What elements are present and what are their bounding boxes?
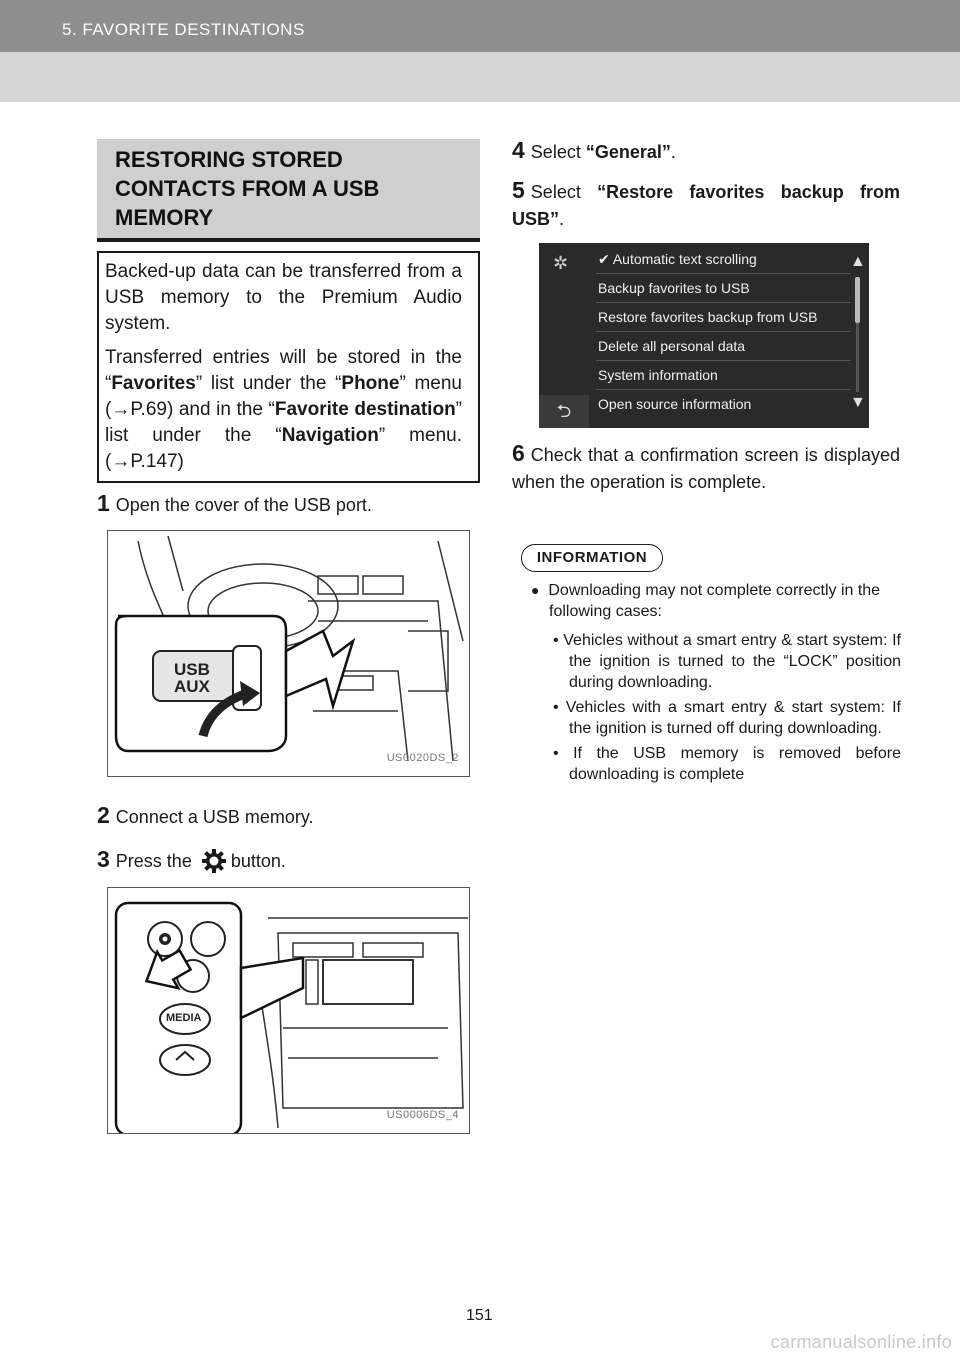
information-sub-item: • Vehicles without a smart entry & start system: If the ignition is turned to the “LOCK” position during downloading.	[553, 632, 901, 691]
menu-item-system-information[interactable]: System information	[596, 361, 851, 390]
information-sub-item: • Vehicles with a smart entry & start system: If the ignition is turned off during downloading.	[553, 699, 901, 737]
step-2	[97, 802, 314, 831]
step-number: 5	[512, 177, 525, 203]
menu-item-backup-favorites[interactable]: Backup favorites to USB	[596, 274, 851, 303]
menu-item-restore-favorites[interactable]: Restore favorites backup from USB	[596, 303, 851, 332]
section-title-box	[97, 139, 480, 242]
section-title-line-2: CONTACTS FROM A USB	[115, 176, 380, 201]
step-5	[512, 177, 900, 233]
intro-text: ” list under the “	[105, 399, 462, 446]
section-title-line-3: MEMORY	[115, 205, 214, 230]
page-header	[0, 0, 960, 52]
scroll-thumb[interactable]	[855, 277, 860, 323]
console-figure	[107, 887, 470, 1134]
usb-label: USB	[174, 660, 210, 679]
scroll-up-icon[interactable]: ▲	[850, 253, 866, 270]
bullet-text: Downloading may not complete correctly in the following cases:	[548, 582, 881, 620]
navigation-term: Navigation	[281, 425, 379, 446]
step-text: Select	[530, 142, 586, 162]
usb-aux-label	[174, 661, 210, 695]
favorite-destination-term: Favorite destination	[274, 399, 456, 420]
information-list	[531, 580, 901, 789]
information-badge: INFORMATION	[521, 544, 663, 572]
scroll-down-icon[interactable]: ▼	[850, 394, 866, 411]
intro-box	[97, 251, 480, 483]
step-text: Check that a confirmation screen is displayed when the operation is complete.	[512, 445, 900, 492]
general-term: “General”	[585, 142, 671, 162]
menu-item-open-source-information[interactable]: Open source information	[598, 396, 752, 412]
menu-item-automatic-text-scrolling[interactable]: ✔ Automatic text scrolling	[596, 245, 851, 274]
gear-icon	[201, 848, 227, 874]
media-button-label: MEDIA	[166, 1012, 202, 1024]
step-number: 4	[512, 137, 525, 163]
chapter-title: 5. FAVORITE DESTINATIONS	[62, 20, 305, 39]
step-text: .	[559, 209, 565, 229]
page-number: 151	[466, 1307, 493, 1324]
intro-text: ” menu (→P.69) and in the “	[105, 373, 462, 420]
watermark: carmanualsonline.info	[770, 1332, 952, 1352]
information-bullet	[531, 580, 901, 622]
back-arrow-icon: ⮌	[556, 401, 572, 421]
usb-port-illustration	[108, 531, 470, 777]
figure-code: US0006DS_4	[386, 1109, 459, 1121]
intro-paragraph-1: Backed-up data can be transferred from a USB memory to the Premium Audio system.	[105, 261, 462, 334]
step-number: 3	[97, 846, 110, 872]
back-button[interactable]	[539, 395, 589, 428]
aux-label: AUX	[174, 677, 210, 696]
step-text: .	[670, 142, 676, 162]
console-illustration	[108, 888, 470, 1134]
bullet-dot-icon: ●	[531, 582, 540, 598]
step-number: 1	[97, 490, 110, 516]
general-settings-screen	[539, 243, 869, 428]
step-6	[512, 440, 900, 496]
step-text: button.	[230, 851, 286, 871]
header-band	[0, 52, 960, 102]
step-3	[97, 846, 286, 875]
menu-item-delete-personal-data[interactable]: Delete all personal data	[596, 332, 851, 361]
settings-gear-icon: ✲	[553, 253, 569, 273]
intro-text: ” menu. (→P.147)	[105, 425, 462, 472]
favorites-term: Favorites	[111, 373, 196, 394]
step-text: Select	[530, 182, 598, 202]
intro-text: ” list under the “	[195, 373, 342, 394]
step-number: 6	[512, 440, 525, 466]
step-4	[512, 137, 676, 166]
restore-term: “Restore favorites backup from USB”	[512, 182, 901, 229]
step-1	[97, 490, 372, 519]
phone-term: Phone	[341, 373, 400, 394]
step-text: Connect a USB memory.	[115, 807, 314, 827]
usb-port-figure	[107, 530, 470, 777]
information-sub-item: • If the USB memory is removed before downloading is complete	[553, 745, 901, 783]
intro-paragraph-2	[105, 345, 462, 475]
section-title-line-1: RESTORING STORED	[115, 147, 343, 172]
figure-code: US0020DS_2	[386, 752, 459, 764]
step-number: 2	[97, 802, 110, 828]
step-text: Open the cover of the USB port.	[115, 495, 372, 515]
step-text: Press the	[115, 851, 192, 871]
intro-text: Transferred entries will be stored in the “	[105, 347, 462, 394]
